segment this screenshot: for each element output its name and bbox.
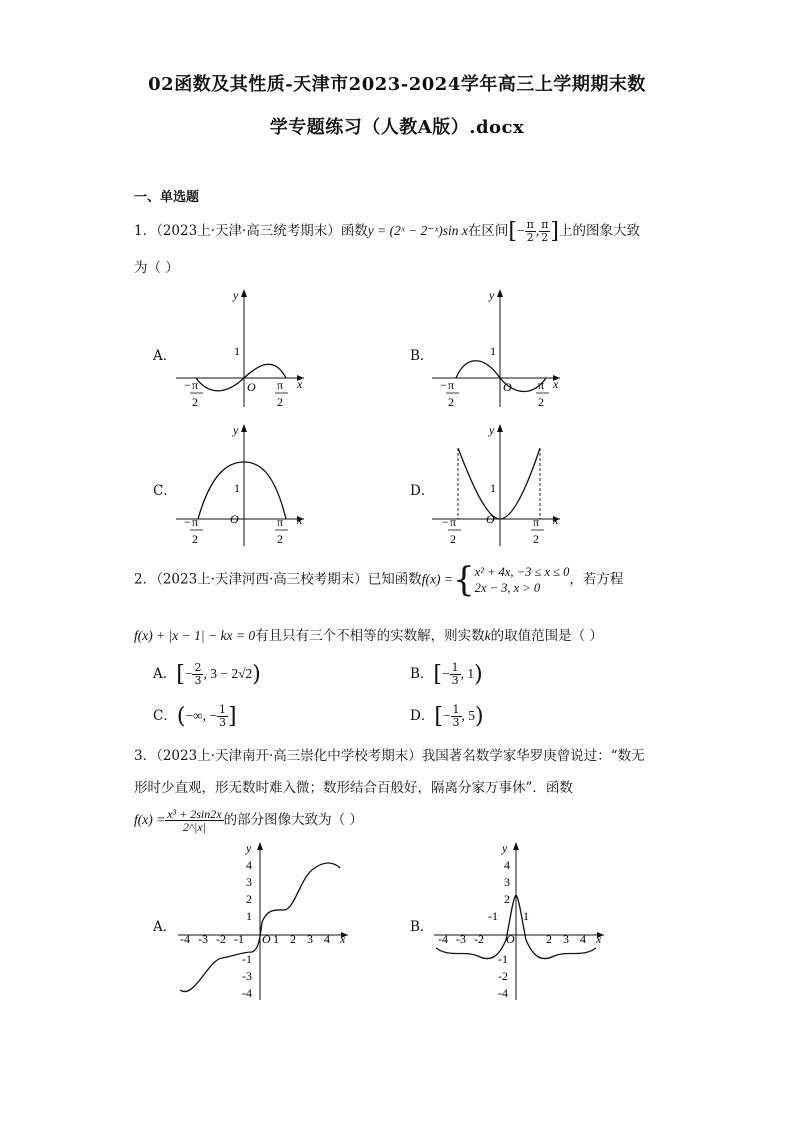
axis-y-label: y (502, 841, 508, 855)
q1-option-c-label[interactable]: C． (153, 483, 177, 499)
q2-piece-2: 2x − 3, x > 0 (474, 581, 541, 595)
neg-pi-den: 2 (192, 395, 198, 409)
x-tick-3: 3 (563, 932, 569, 946)
neg-pi-label: π (192, 378, 199, 392)
pi-label: π (538, 378, 545, 392)
neg-pi-minus: − (184, 515, 191, 529)
q3-option-a-label[interactable]: A． (153, 919, 177, 935)
neg-pi-minus: − (442, 515, 449, 529)
q1-graph-a[interactable] (170, 285, 310, 415)
y-tick-neg3: -3 (242, 969, 252, 983)
q2-option-c[interactable]: C．(−∞, − $\frac{1}{3}$ ] (153, 703, 237, 729)
axis-x-label: x (596, 932, 602, 946)
q2-line2-rest: 有且只有三个不相等的实数解，则实数 (255, 628, 485, 644)
origin-label: O (486, 512, 495, 526)
x-tick-neg4: -4 (438, 932, 448, 946)
y-tick-4: 4 (246, 858, 252, 872)
x-tick-neg2: -2 (216, 932, 226, 946)
axis-y-label: y (233, 423, 239, 437)
y-tick-2: 2 (504, 892, 510, 906)
y-tick-3: 3 (504, 875, 510, 889)
q2-prefix: 2．（2023上·天津河西·高三校考期末）已知函数 (134, 571, 422, 588)
origin-label: O (247, 380, 256, 394)
y-tick-4: 4 (504, 858, 510, 872)
q2-suffix: ，若方程 (569, 571, 624, 588)
axis-y-label: y (489, 423, 495, 437)
pi-den: 2 (538, 395, 544, 409)
q2-equation: f(x) + |x − 1| − kx = 0 (134, 628, 256, 643)
x-tick-2: 2 (290, 932, 296, 946)
q2-option-a-label: A． (153, 666, 177, 682)
origin-label: O (230, 512, 239, 526)
q2-option-d[interactable]: D．[− $\frac{1}{3}$ , 5) (410, 703, 484, 729)
q1-function: y = (2ˣ − 2⁻ˣ)sin x (367, 223, 468, 238)
q2-option-b[interactable]: B．[− $\frac{1}{3}$ , 1) (410, 661, 483, 687)
neg-pi-label: π (448, 378, 455, 392)
x-tick-4: 4 (580, 932, 586, 946)
document-title-line-2: 学专题练习（人教A版）.docx (269, 117, 525, 138)
q2-line2-end: 的取值范围是（ ） (490, 628, 603, 644)
y-tick-neg2: -2 (498, 969, 508, 983)
pi-label: π (277, 378, 284, 392)
tick-label-one: 1 (234, 344, 240, 358)
axis-y-label: y (489, 288, 495, 302)
q3-denominator: 2^|x| (182, 820, 206, 834)
x-tick-1-above: 1 (523, 909, 529, 923)
pi-label: π (533, 515, 540, 529)
pi-den: 2 (533, 532, 539, 546)
axis-x-label: x (297, 513, 303, 527)
axis-x-label: x (297, 377, 303, 391)
y-tick-1: 1 (246, 909, 252, 923)
neg-pi-den: 2 (448, 395, 454, 409)
q3-stem-line3 (134, 808, 363, 833)
axis-x-label: x (340, 932, 346, 946)
q3-f: f(x) = (134, 812, 166, 827)
axis-y-label: y (233, 288, 239, 302)
y-tick-2: 2 (246, 892, 252, 906)
axis-x-label: x (553, 513, 559, 527)
q2-option-c-label: C． (153, 708, 177, 724)
q3-rest: 的部分图像大致为（ ） (223, 812, 363, 828)
x-tick-neg3: -3 (456, 932, 466, 946)
q3-stem-line2: 形时少直观，形无数时难入微；数形结合百般好，隔离分家万事休”．函数 (134, 780, 573, 796)
q1-stem: 1．（2023上·天津·高三统考期末）函数y = (2ˣ − 2⁻ˣ)sin x在区间[− $\frac{\pi}{2}$ , $\frac{\pi}{2}$ ]上的图象大致 (134, 218, 641, 244)
pi-den: 2 (277, 532, 283, 546)
y-tick-3: 3 (246, 875, 252, 889)
q3-graph-b[interactable] (428, 840, 608, 1005)
neg-pi-label: π (192, 515, 199, 529)
y-tick-neg4: -4 (498, 986, 508, 1000)
q2-stem: 2．（2023上·天津河西·高三校考期末）已知函数f(x) ={ x² + 4x, −3 ≤ x ≤ 0 2x − 3, x > 0 ，若方程 (134, 560, 624, 600)
y-tick-neg4: -4 (242, 986, 252, 1000)
x-tick-3: 3 (307, 932, 313, 946)
origin-label: O (506, 932, 515, 946)
neg-pi-label: π (450, 515, 457, 529)
neg-pi-minus: − (184, 378, 191, 392)
tick-label-one: 1 (490, 344, 496, 358)
q2-k: k (484, 628, 491, 643)
neg-pi-minus: − (440, 378, 447, 392)
q1-prefix: 1．（2023上·天津·高三统考期末）函数 (134, 223, 368, 239)
q1-option-d-label[interactable]: D． (410, 483, 435, 499)
pi-label: π (277, 515, 284, 529)
x-tick-neg3: -3 (198, 932, 208, 946)
origin-label: O (262, 932, 271, 946)
x-tick-neg4: -4 (180, 932, 190, 946)
section-heading: 一、单选题 (134, 190, 200, 205)
q1-graph-d[interactable] (426, 420, 566, 550)
q1-graph-c[interactable] (170, 420, 310, 550)
q1-stem-line2: 为（ ） (134, 260, 179, 276)
q1-option-a-label[interactable]: A． (153, 348, 177, 364)
neg-pi-den: 2 (192, 532, 198, 546)
tick-label-one: 1 (490, 481, 496, 495)
x-tick-neg2: -2 (474, 932, 484, 946)
y-tick-neg1: -1 (498, 952, 508, 966)
q2-option-a[interactable]: A．[− $\frac{2}{3}$ , 3 − 2√2) (153, 661, 261, 687)
x-tick-1: 1 (273, 932, 279, 946)
q1-option-b-label[interactable]: B． (410, 348, 434, 364)
axis-x-label: x (553, 377, 559, 391)
q1-mid: 在区间 (467, 223, 509, 239)
y-tick-neg1: -1 (242, 952, 252, 966)
tick-label-one: 1 (234, 481, 240, 495)
neg-pi-den: 2 (450, 532, 456, 546)
q3-graph-a[interactable] (172, 840, 352, 1005)
y-tick-neg1-label: -1 (488, 909, 498, 923)
x-tick-neg1: -1 (234, 932, 244, 946)
q3-stem-line1: 3．（2023上·天津南开·高三崇化中学校考期末）我国著名数学家华罗庚曾说过：“数无 (134, 748, 645, 764)
x-tick-2: 2 (546, 932, 552, 946)
q2-option-d-label: D． (410, 708, 435, 724)
axis-y-label: y (246, 841, 252, 855)
q2-f: f(x) = (421, 571, 453, 587)
q2-option-b-label: B． (410, 666, 434, 682)
origin-label: O (503, 380, 512, 394)
q2-stem-line2 (134, 624, 603, 644)
q3-numerator: x³ + 2sin2x (167, 807, 222, 821)
x-tick-4: 4 (324, 932, 330, 946)
q2-piece-1: x² + 4x, −3 ≤ x ≤ 0 (474, 565, 570, 579)
document-title-line-1: 02函数及其性质-天津市2023-2024学年高三上学期期末数 (148, 74, 646, 95)
q1-graph-b[interactable] (426, 285, 566, 415)
q3-option-b-label[interactable]: B． (410, 919, 434, 935)
pi-den: 2 (277, 395, 283, 409)
q1-suffix: 上的图象大致 (559, 223, 641, 239)
